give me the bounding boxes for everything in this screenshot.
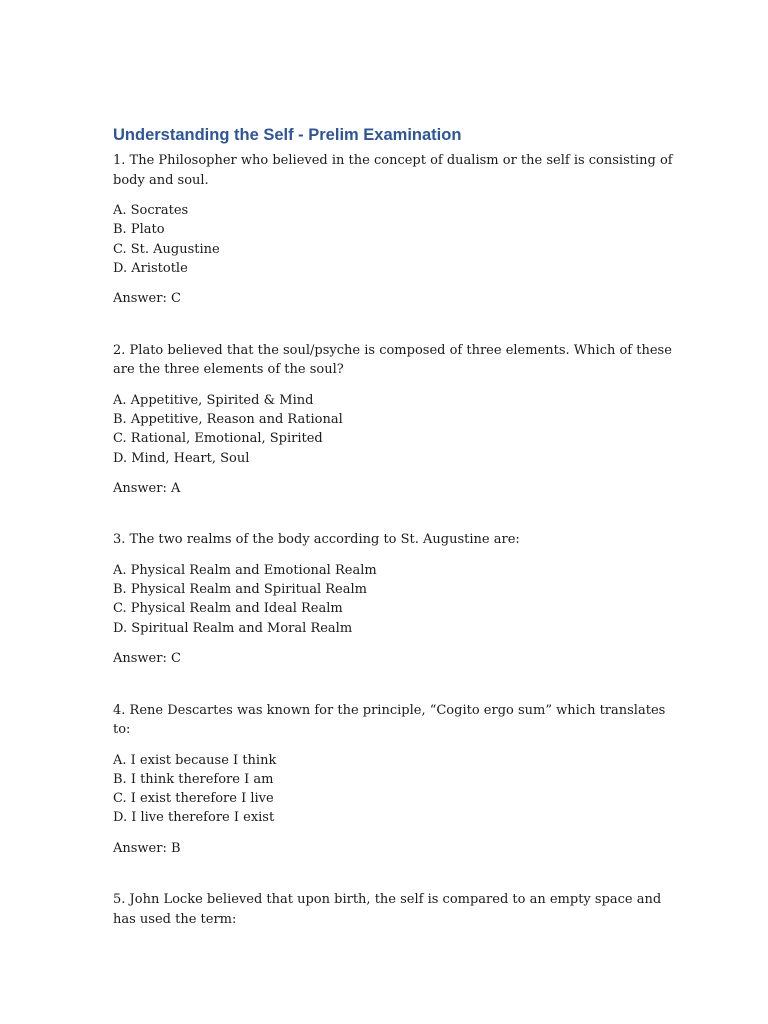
option: C. St. Augustine	[113, 241, 220, 257]
option: A. I exist because I think	[113, 752, 277, 768]
question-text: 1. The Philosopher who believed in the concept of dualism or the self is consisting of body and soul.	[113, 153, 673, 188]
options-list	[113, 751, 673, 828]
document-page	[113, 124, 673, 940]
question-text: 4. Rene Descartes was known for the principle, “Cogito ergo sum” which translates to:	[113, 702, 666, 738]
answer-text: Answer: A	[113, 480, 181, 496]
answer-text: Answer: C	[113, 291, 181, 307]
option: A. Socrates	[113, 203, 189, 218]
question-block-1	[113, 151, 673, 309]
option: D. Mind, Heart, Soul	[113, 450, 250, 466]
options-list	[113, 391, 673, 468]
option: B. I think therefore I am	[113, 771, 274, 787]
question-block-5	[113, 890, 673, 929]
question-text: 5. John Locke believed that upon birth, the self is compared to an empty space and has used the term:	[113, 892, 662, 927]
option: D. Spiritual Realm and Moral Realm	[113, 620, 353, 636]
option: C. Physical Realm and Ideal Realm	[113, 601, 343, 617]
answer-text: Answer: C	[113, 651, 181, 667]
option: B. Physical Realm and Spiritual Realm	[113, 582, 367, 598]
options-list	[113, 201, 673, 278]
option: A. Appetitive, Spirited & Mind	[113, 392, 314, 408]
option: B. Appetitive, Reason and Rational	[113, 411, 343, 427]
question-block-2	[113, 341, 673, 499]
question-text: 2. Plato believed that the soul/psyche is composed of three elements. Which of these are the three elements of the soul?	[113, 342, 672, 378]
question-block-3	[113, 530, 673, 668]
question-text: 3. The two realms of the body according to St. Augustine are:	[113, 532, 520, 548]
options-list	[113, 561, 673, 638]
option: A. Physical Realm and Emotional Realm	[113, 562, 377, 578]
option: C. Rational, Emotional, Spirited	[113, 431, 323, 447]
option: B. Plato	[113, 222, 165, 238]
option: D. Aristotle	[113, 260, 188, 276]
question-block-4	[113, 701, 673, 859]
option: D. I live therefore I exist	[113, 810, 275, 826]
document-title: Understanding the Self - Prelim Examination	[113, 126, 462, 144]
option: C. I exist therefore I live	[113, 791, 274, 807]
answer-text: Answer: B	[113, 840, 181, 856]
